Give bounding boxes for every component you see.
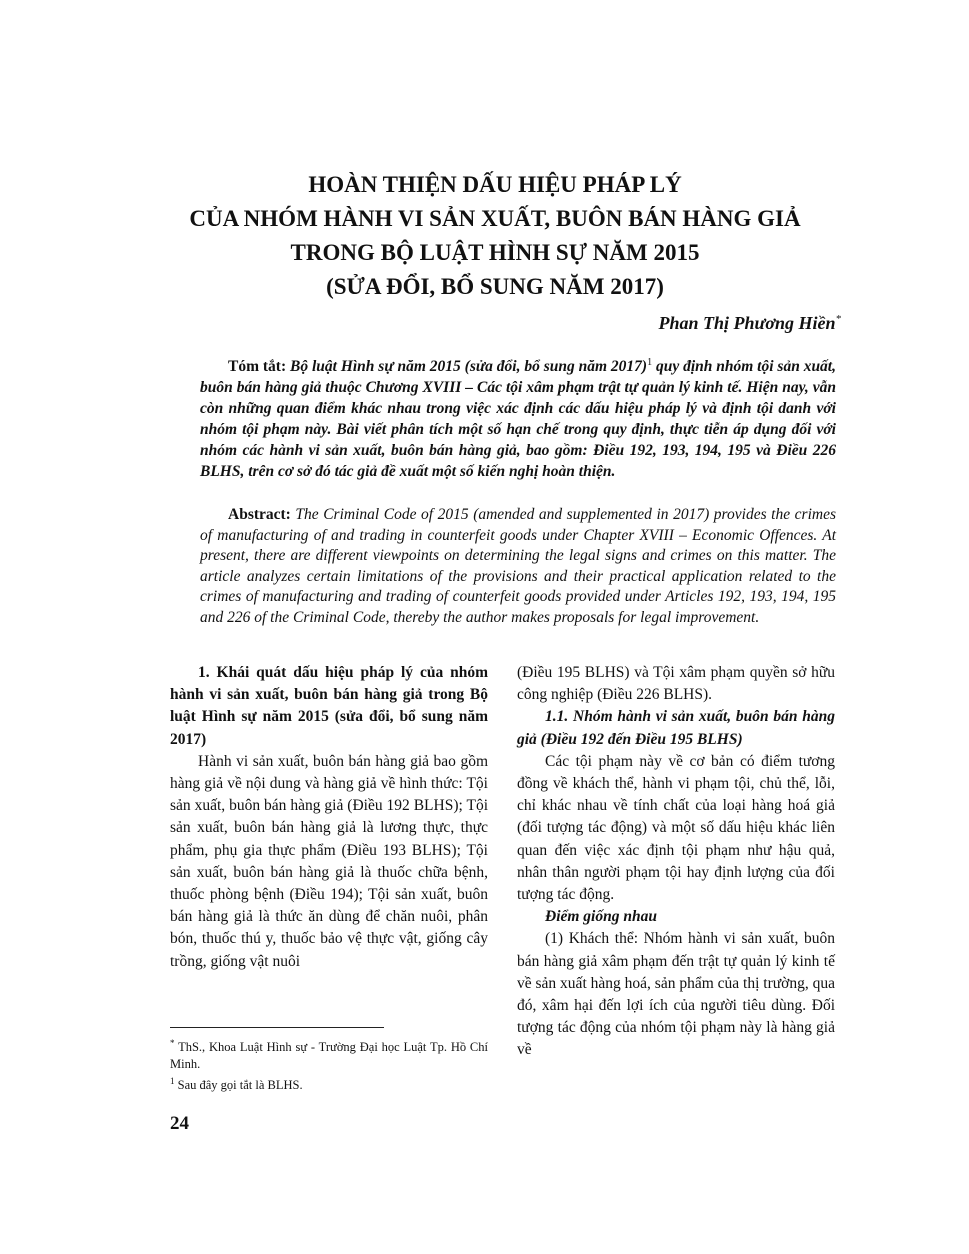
section-heading-1: 1. Khái quát dấu hiệu pháp lý của nhóm hành vi sản xuất, buôn bán hàng giả trong Bộ luật Hình sự năm 2015 (sửa đổi, bổ sung năm 2017) [170, 664, 488, 748]
left-paragraph-1: Hành vi sản xuất, buôn bán hàng giả bao gồm hàng giả về nội dung và hàng giả về hình thức: Tội sản xuất, buôn bán hàng giả (Điều 192 BLHS); Tội sản xuất, buôn bán hàng giả là lương thực, thực phẩm, phụ gia thực phẩm (Điều 193 BLHS); Tội sản xuất, buôn bán hàng giả là thuốc chữa bệnh, thuốc phòng bệnh (Điều 194); Tội sản xuất, buôn bán hàng giả là thức ăn dùng để chăn nuôi, phân bón, thuốc thú y, thuốc bảo vệ thực vật, giống cây trồng, giống vật nuôi [170, 752, 488, 970]
title-line-3: TRONG BỘ LUẬT HÌNH SỰ NĂM 2015 [290, 240, 700, 265]
abstract-vi-text-b: quy định nhóm tội sản xuất, buôn bán hàng giả thuộc Chương XVIII – Các tội xâm phạm trật tự quản lý kinh tế. Hiện nay, vẫn còn những quan điểm khác nhau trong việc xác định các dấu hiệu pháp lý và định tội danh với nhóm tội phạm này. Bài viết phân tích một số hạn chế trong quy định, thực tiễn áp dụng đối với nhóm các hành vi sản xuất, buôn bán hàng giả, bao gồm: Điều 192, 193, 194, 195 và Điều 226 BLHS, trên cơ sở đó tác giả đề xuất một số kiến nghị hoàn thiện. [200, 358, 836, 481]
right-paragraph-2: (1) Khách thể: Nhóm hành vi sản xuất, buôn bán hàng giả xâm phạm đến trật tự quản lý kinh tế về sản xuất hàng hoá, sản phẩm của thị trường, qua đó, xâm hại đến lợi ích của người tiêu dùng. Đối tượng tác động của nhóm tội phạm này là hàng giả về [517, 930, 835, 1059]
subsection-heading-similarities: Điểm giống nhau [545, 908, 657, 926]
right-column [517, 662, 835, 1062]
author-footnote-mark: * [835, 313, 841, 325]
author-byline [659, 313, 842, 334]
footnotes [170, 1035, 488, 1094]
footnote-divider [170, 1027, 384, 1028]
page-number: 24 [170, 1113, 189, 1134]
footnote-1-mark: * [170, 1038, 175, 1048]
right-paragraph-0: (Điều 195 BLHS) và Tội xâm phạm quyền sở hữu công nghiệp (Điều 226 BLHS). [517, 664, 835, 704]
abstract-english [200, 505, 836, 628]
abstract-en-label: Abstract: [228, 506, 291, 523]
left-column [170, 662, 488, 973]
abstract-vietnamese [200, 352, 836, 482]
author-name: Phan Thị Phương Hiền [658, 313, 836, 333]
footnote-2-text: Sau đây gọi tắt là BLHS. [174, 1078, 303, 1093]
title-line-4: (SỬA ĐỔI, BỔ SUNG NĂM 2017) [326, 274, 664, 299]
right-paragraph-1: Các tội phạm này về cơ bản có điểm tương đồng về khách thể, hành vi phạm tội, chủ thể, lỗi, chỉ khác nhau về tính chất của loại hàng hoá giả (đối tượng tác động) và một số dấu hiệu khác liên quan đến việc xác định tội phạm như hậu quả, nhân thân người phạm tội hay định lượng của đối tượng tác động. [517, 752, 835, 904]
footnote-2-mark: 1 [170, 1076, 175, 1087]
abstract-vi-label: Tóm tắt: [228, 358, 287, 376]
title-line-1: HOÀN THIỆN DẤU HIỆU PHÁP LÝ [308, 172, 682, 197]
subsection-heading-1-1: 1.1. Nhóm hành vi sản xuất, buôn bán hàng giả (Điều 192 đến Điều 195 BLHS) [517, 708, 835, 748]
abstract-en-text: The Criminal Code of 2015 (amended and supplemented in 2017) provides the crimes of manufacturing of and trading in counterfeit goods under Chapter XVIII – Economic Offences. At present, there are different viewpoints on determining the legal signs and crimes on this matter. The article analyzes certain limitations of the provisions and their practical application related to the crimes of manufacturing and trading of counterfeit goods provided under Articles 192, 193, 194, 195 and 226 of the Criminal Code, thereby the author makes proposals for legal improvement. [200, 506, 836, 626]
footnote-2 [170, 1073, 488, 1094]
abstract-vi-footnote-ref: 1 [647, 357, 653, 368]
abstract-vi-text-a: Bộ luật Hình sự năm 2015 (sửa đổi, bổ sung năm 2017) [286, 358, 648, 376]
title-line-2: CỦA NHÓM HÀNH VI SẢN XUẤT, BUÔN BÁN HÀNG GIẢ [189, 206, 801, 231]
footnote-1-text: ThS., Khoa Luật Hình sự - Trường Đại học Luật Tp. Hồ Chí Minh. [170, 1040, 488, 1072]
footnote-1 [170, 1035, 488, 1073]
article-title [150, 168, 840, 304]
